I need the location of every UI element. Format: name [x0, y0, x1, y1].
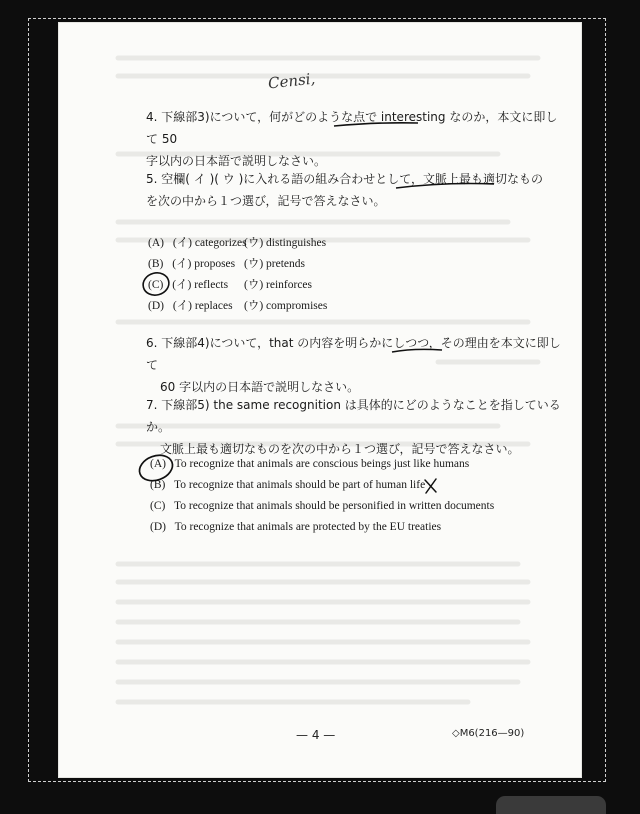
option-text: To recognize that animals should be part of human life: [174, 479, 426, 491]
option-u: (ウ) reinforces: [244, 279, 313, 291]
exam-page: [58, 22, 582, 778]
pen-annotations: [58, 22, 582, 778]
question-5-line1: 5. 空欄( イ )( ウ )に入れる語の組み合わせとして，文脈上最も適切なもの: [146, 172, 544, 186]
option-text: To recognize that animals should be personified in written documents: [174, 500, 495, 512]
underline-context: [396, 184, 494, 189]
option-i: (イ) replaces: [172, 300, 233, 312]
question-7-line2: 文脈上最も適切なものを次の中から１つ選び，記号で答えなさい。: [160, 442, 520, 456]
option-mark: (A): [148, 237, 164, 249]
handwritten-note: Censi,: [267, 69, 317, 93]
option-i: (イ) proposes: [172, 258, 236, 270]
page-number: — 4 —: [296, 728, 336, 742]
underline-interesting: [334, 123, 418, 126]
question-4-line1: 4. 下線部3)について，何がどのような点で interesting なのか，本文に即して 50: [146, 110, 558, 146]
question-6-line1: 6. 下線部4)について，that の内容を明らかにしつつ，その理由を本文に即して: [146, 336, 561, 372]
question-7-line1: 7. 下線部5) the same recognition は具体的にどのようなことを指しているか。: [146, 398, 561, 434]
option-text: To recognize that animals are protected by the EU treaties: [174, 521, 442, 533]
option-u: (ウ) pretends: [244, 258, 305, 270]
option-u: (ウ) distinguishes: [244, 237, 327, 249]
circle-option-a: [136, 451, 176, 485]
option-mark: (B): [150, 479, 166, 491]
option-u: (ウ) compromises: [244, 300, 328, 312]
question-5-line2: を次の中から１つ選び，記号で答えなさい。: [146, 194, 386, 208]
option-mark: (B): [148, 258, 164, 270]
option-mark: (D): [150, 521, 166, 533]
question-4-line2: 字以内の日本語で説明しなさい。: [146, 154, 327, 168]
option-i: (イ) reflects: [172, 279, 229, 291]
option-mark: (D): [148, 300, 164, 312]
option-mark: (A): [150, 458, 166, 470]
option-text: To recognize that animals are conscious beings just like humans: [174, 458, 470, 470]
option-mark: (C): [150, 500, 166, 512]
circle-option-c: [141, 270, 172, 298]
option-i: (イ) categorizes: [172, 237, 247, 249]
underline-reason: [392, 349, 442, 352]
x-mark-option-b: [425, 479, 436, 493]
exam-code: ◇M6(216—90): [452, 728, 525, 739]
option-mark: (C): [148, 279, 164, 291]
scanner-toolbar-tab[interactable]: [496, 796, 606, 814]
question-6-line2: 60 字以内の日本語で説明しなさい。: [160, 380, 360, 394]
